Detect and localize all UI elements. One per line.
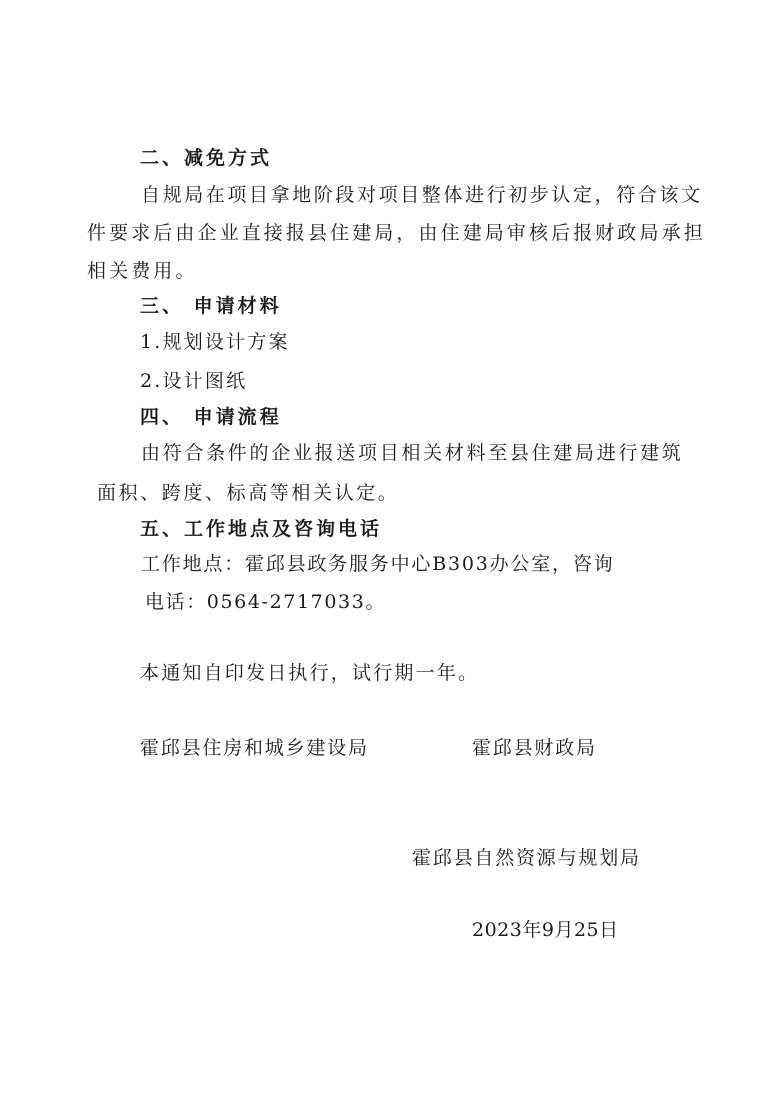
notice-text: 本通知自印发日执行，试行期一年。 [140, 662, 480, 684]
signature-housing-bureau: 霍邱县住房和城乡建设局 [140, 737, 369, 759]
section-heading-reduction-method: 二、减免方式 [140, 147, 273, 169]
section-heading-application-materials: 三、 申请材料 [140, 295, 282, 317]
paragraph-line: 面积、跨度、标高等相关认定。 [97, 482, 400, 504]
paragraph-line: 自规局在项目拿地阶段对项目整体进行初步认定，符合该文 [141, 184, 703, 206]
paragraph-line: 相关费用。 [87, 260, 198, 282]
section-heading-location-and-phone: 五、工作地点及咨询电话 [140, 518, 383, 540]
issue-date: 2023年9月25日 [472, 919, 619, 941]
office-location-line: 工作地点：霍邱县政务服务中心B303办公室，咨询 [141, 553, 615, 575]
section-heading-application-process: 四、 申请流程 [140, 406, 282, 428]
phone-line: 电话：0564-2717033。 [145, 591, 386, 613]
paragraph-line: 件要求后由企业直接报县住建局，由住建局审核后报财政局承担 [87, 222, 706, 244]
signature-finance-bureau: 霍邱县财政局 [472, 737, 597, 759]
paragraph-line: 由符合条件的企业报送项目相关材料至县住建局进行建筑 [141, 442, 684, 464]
list-item: 1.规划设计方案 [140, 331, 290, 353]
list-item: 2.设计图纸 [140, 370, 248, 392]
signature-natural-resources-bureau: 霍邱县自然资源与规划局 [412, 847, 641, 869]
